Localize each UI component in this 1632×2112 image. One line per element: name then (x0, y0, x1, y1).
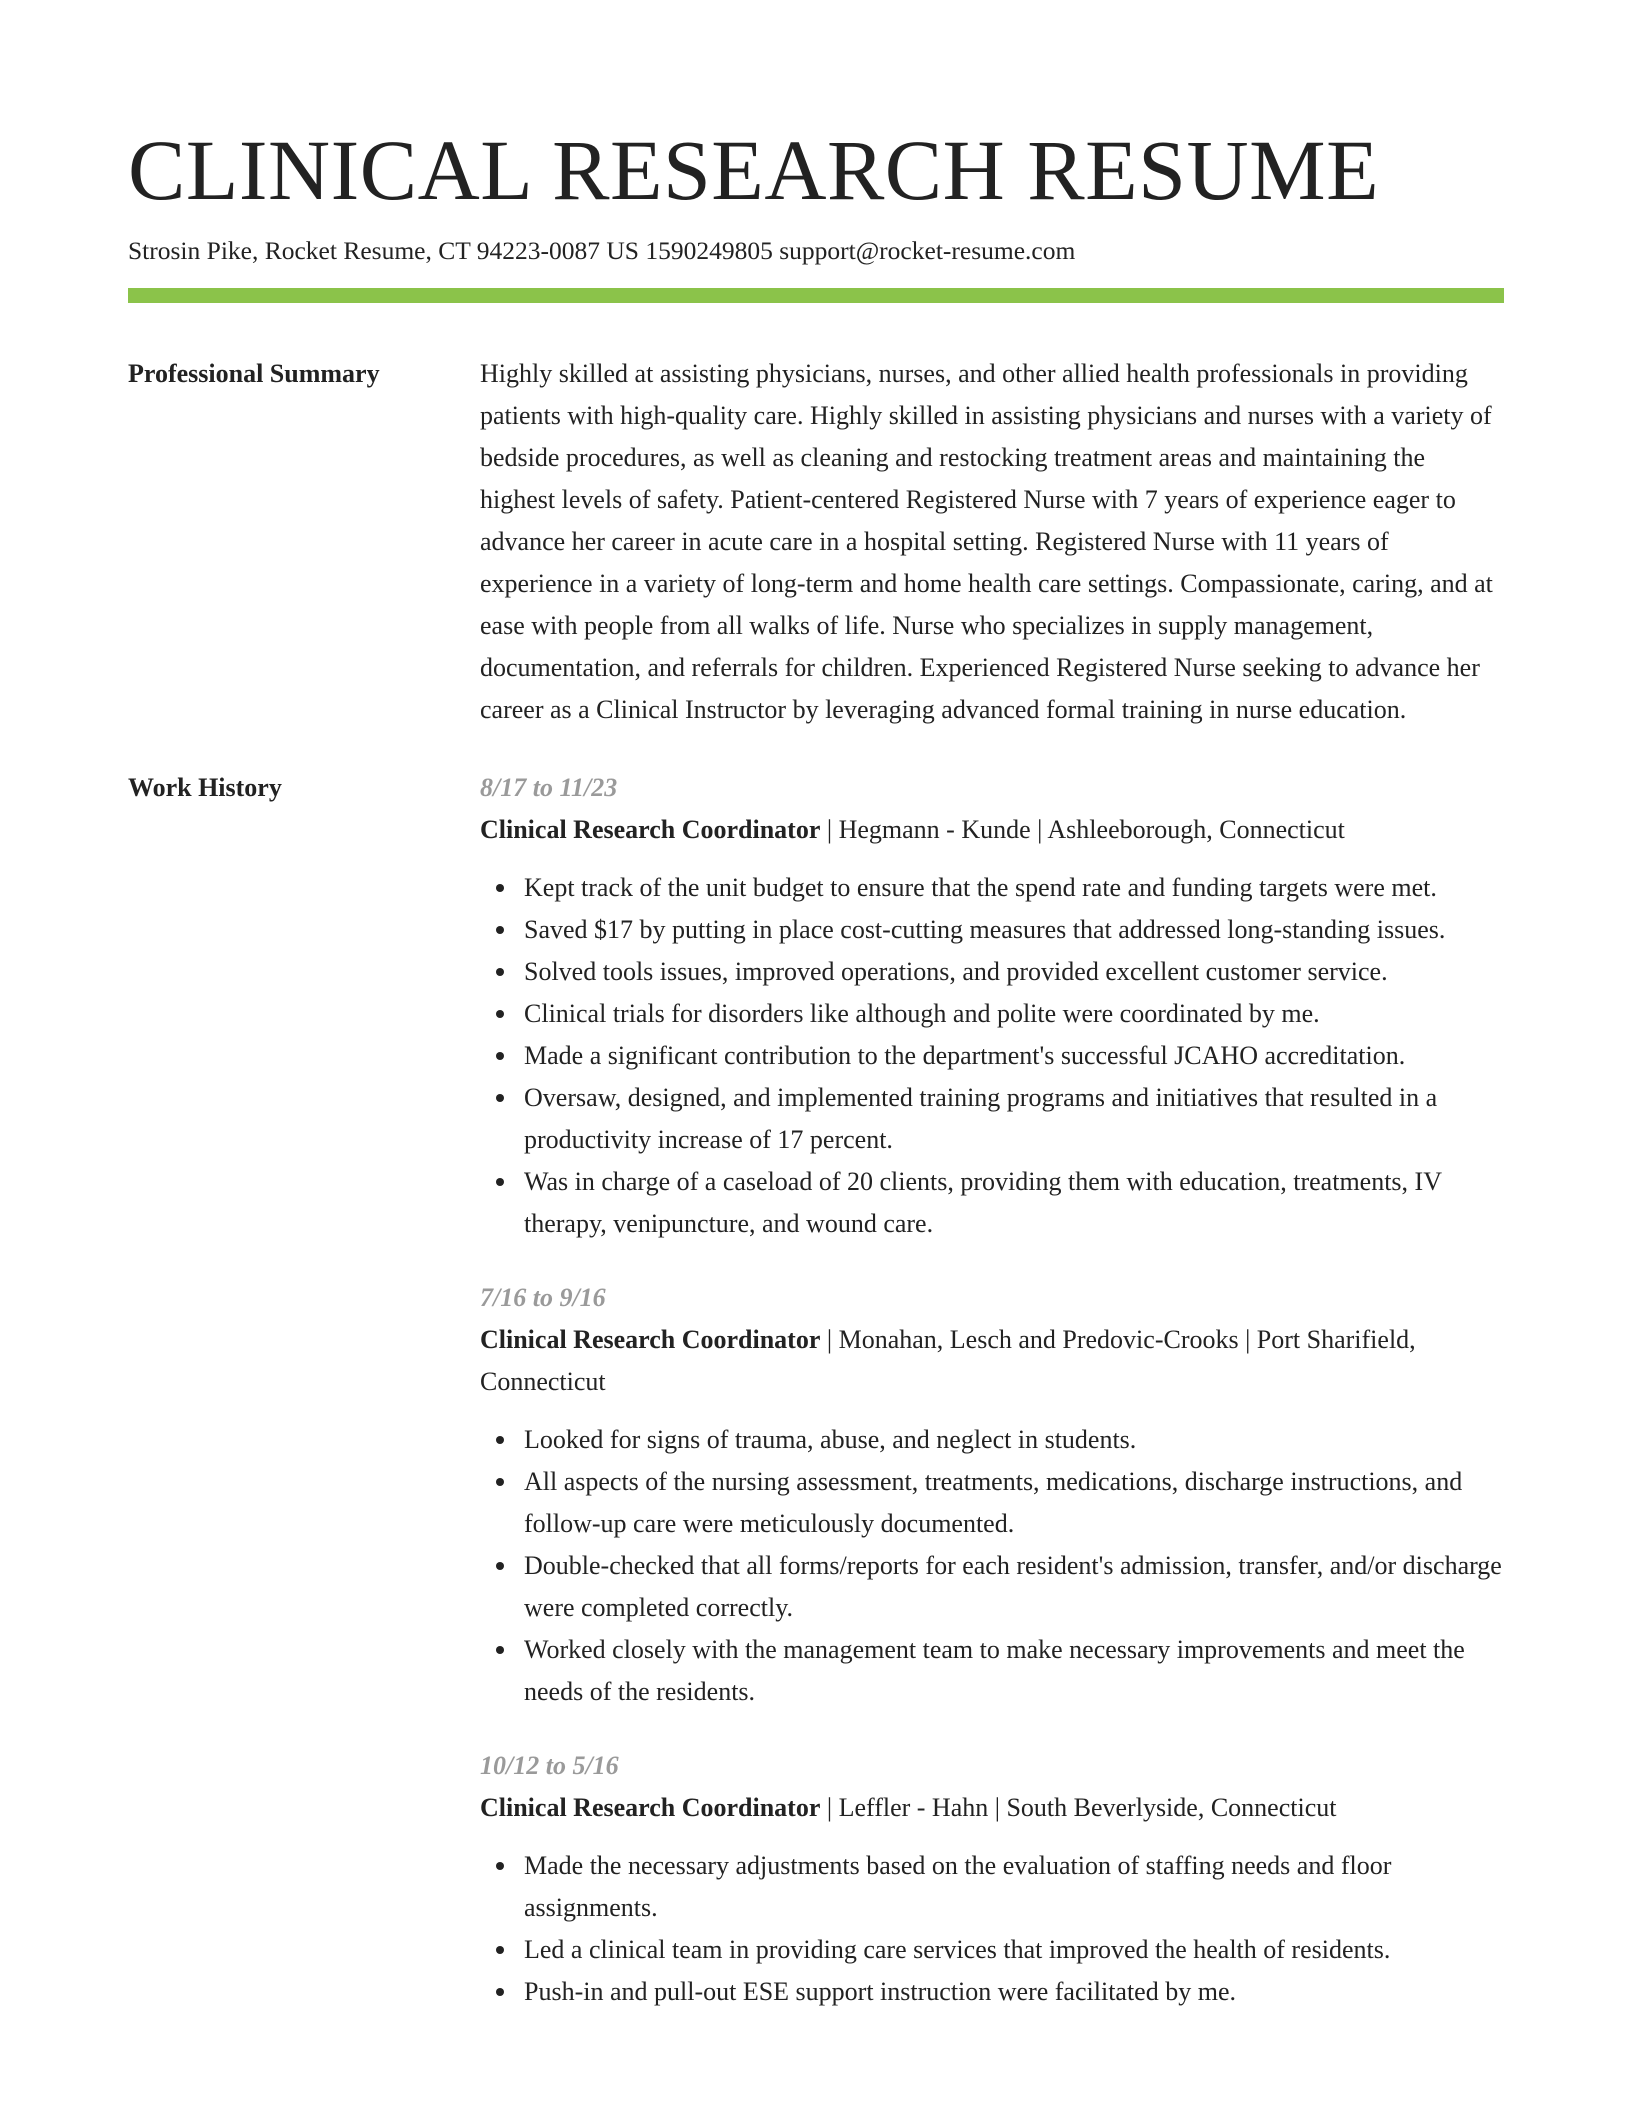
job-details: | Leffler - Hahn | South Beverlyside, Connecticut (820, 1793, 1337, 1822)
job-dates: 8/17 to 11/23 (480, 773, 618, 802)
job-bullet: Kept track of the unit budget to ensure that the spend rate and funding targets were met. (480, 867, 1504, 909)
work-history-label: Work History (128, 773, 282, 802)
job-entry (480, 1277, 1504, 1713)
job-entry (480, 1745, 1504, 2013)
job-bullets (480, 1845, 1504, 2013)
job-bullet: Oversaw, designed, and implemented training programs and initiatives that resulted in a productivity increase of 17 percent. (480, 1077, 1504, 1161)
summary-section (128, 353, 1504, 731)
job-bullets (480, 1419, 1504, 1713)
job-bullet: Was in charge of a caseload of 20 clients, providing them with education, treatments, IV therapy, venipuncture, and wound care. (480, 1161, 1504, 1245)
resume-title: CLINICAL RESEARCH RESUME (128, 122, 1380, 218)
job-title: Clinical Research Coordinator (480, 1793, 821, 1822)
job-bullets (480, 867, 1504, 1245)
job-title: Clinical Research Coordinator (480, 1325, 821, 1354)
job-heading (480, 1319, 1504, 1403)
work-history-body (480, 767, 1504, 2013)
job-bullet: Led a clinical team in providing care services that improved the health of residents. (480, 1929, 1504, 1971)
job-bullet: Made the necessary adjustments based on the evaluation of staffing needs and floor assignments. (480, 1845, 1504, 1929)
header-divider (128, 288, 1504, 303)
job-dates: 10/12 to 5/16 (480, 1751, 619, 1780)
job-bullet: Saved $17 by putting in place cost-cutting measures that addressed long-standing issues. (480, 909, 1504, 951)
summary-text: Highly skilled at assisting physicians, nurses, and other allied health professionals in providing patients with high-quality care. Highly skilled in assisting physicians and nurses with a variety of bedside procedures, as well as cleaning and restocking treatment areas and maintaining the highest levels of safety. Patient-centered Registered Nurse with 7 years of experience eager to advance her career in acute care in a hospital setting. Registered Nurse with 11 years of experience in a variety of long-term and home health care settings. Compassionate, caring, and at ease with people from all walks of life. Nurse who specializes in supply management, documentation, and referrals for children. Experienced Registered Nurse seeking to advance her career as a Clinical Instructor by leveraging advanced formal training in nurse education. (480, 359, 1493, 724)
contact-address: Strosin Pike, Rocket Resume, CT 94223-0087 US (128, 236, 639, 265)
contact-email: support@rocket-resume.com (779, 236, 1076, 265)
job-bullet: Double-checked that all forms/reports for each resident's admission, transfer, and/or discharge were completed correctly. (480, 1545, 1504, 1629)
contact-phone: 1590249805 (645, 236, 773, 265)
summary-body (480, 353, 1504, 731)
summary-label: Professional Summary (128, 359, 380, 388)
job-dates: 7/16 to 9/16 (480, 1283, 606, 1312)
job-details: | Monahan, Lesch and Predovic-Crooks | Port Sharifield, Connecticut (480, 1325, 1416, 1396)
job-bullet: Looked for signs of trauma, abuse, and neglect in students. (480, 1419, 1504, 1461)
work-history-section (128, 767, 1504, 2013)
contact-line (128, 234, 1504, 268)
job-heading (480, 809, 1504, 851)
job-bullet: Worked closely with the management team to make necessary improvements and meet the needs of the residents. (480, 1629, 1504, 1713)
job-bullet: All aspects of the nursing assessment, treatments, medications, discharge instructions, and follow-up care were meticulously documented. (480, 1461, 1504, 1545)
job-details: | Hegmann - Kunde | Ashleeborough, Connecticut (820, 815, 1345, 844)
job-bullet: Solved tools issues, improved operations, and provided excellent customer service. (480, 951, 1504, 993)
resume-page (128, 118, 1504, 2013)
job-heading (480, 1787, 1504, 1829)
job-entry (480, 767, 1504, 1245)
job-bullet: Push-in and pull-out ESE support instruction were facilitated by me. (480, 1971, 1504, 2013)
job-bullet: Clinical trials for disorders like although and polite were coordinated by me. (480, 993, 1504, 1035)
job-title: Clinical Research Coordinator (480, 815, 821, 844)
job-bullet: Made a significant contribution to the department's successful JCAHO accreditation. (480, 1035, 1504, 1077)
